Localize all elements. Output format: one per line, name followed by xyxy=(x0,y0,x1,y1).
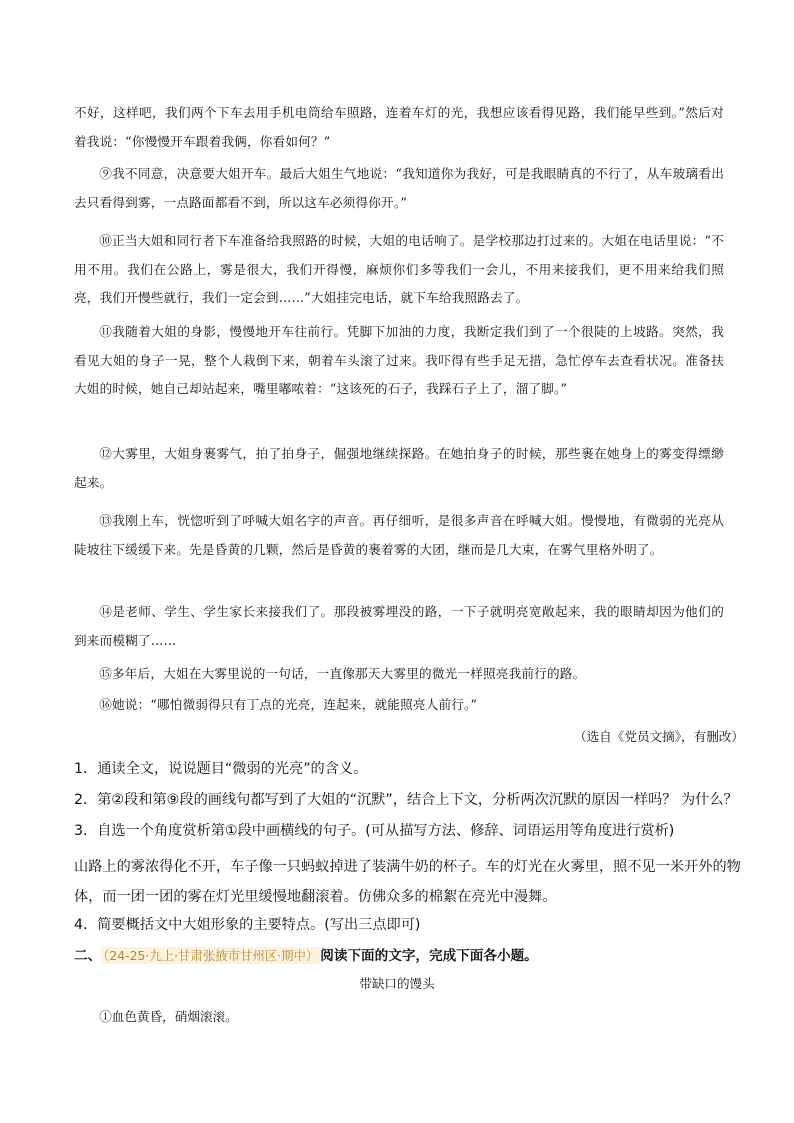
story-paragraph: 不好，这样吧，我们两个下车去用手机电筒给车照路，连着车灯的光，我想应该看得见路，我们能早些到。”然后对着我说：“你慢慢开车跟着我俩，你看如何？” xyxy=(74,105,724,149)
story-paragraph: ⑫大雾里，大姐身裹雾气，拍了拍身子，倔强地继续探路。在她拍身子的时候，那些裹在她身上的雾变得缥缈起来。 xyxy=(74,446,724,490)
source-citation: （选自《党员文摘》，有删改） xyxy=(573,729,744,744)
question-item: 1．通读全文，说说题目“微弱的光亮”的含义。 xyxy=(74,761,368,777)
question-item: 4．简要概括文中大姐形象的主要特点。(写出三点即可) xyxy=(74,917,421,933)
section-instruction: 阅读下面的文字，完成下面各小题。 xyxy=(320,948,538,964)
section-number: 二、 xyxy=(74,948,102,964)
story-paragraph: ⑮多年后，大姐在大雾里说的一句话，一直像那天大雾里的微光一样照亮我前行的路。 xyxy=(99,666,586,681)
story-paragraph: ⑬我刚上车，恍惚听到了呼喊大姐名字的声音。再仔细听，是很多声音在呼喊大姐。慢慢地，有微弱的光亮从陡坡往下缓缓下来。先是昏黄的几颗，然后是昏黄的裹着雾的大团，继而是几大束，在雾气里格外明了。 xyxy=(74,513,724,557)
question-item: 3．自选一个角度赏析第①段中画横线的句子。(可从描写方法、修辞、词语运用等角度进行赏析) xyxy=(74,823,675,839)
story-paragraph: ⑩正当大姐和同行者下车准备给我照路的时候，大姐的电话响了。是学校那边打过来的。大姐在电话里说：“不用不用。我们在公路上，雾是很大，我们开得慢，麻烦你们多等我们一会儿，不用来接我们，更不用来给我们照亮，我们开慢些就行，我们一定会到……”大姐挂完电话，就下车给我照路去了。 xyxy=(74,233,724,305)
passage-title: 带缺口的馒头 xyxy=(359,976,435,991)
story-paragraph: ⑯她说：“哪怕微弱得只有丁点的光亮，连起来，就能照亮人前行。” xyxy=(99,697,478,712)
story-paragraph: ⑭是老师、学生、学生家长来接我们了。那段被雾埋没的路，一下子就明亮宽敞起来，我的眼睛却因为他们的到来而模糊了…… xyxy=(74,604,724,648)
story-paragraph: ⑨我不同意，决意要大姐开车。最后大姐生气地说：“我知道你为我好，可是我眼睛真的不行了，从车玻璃看出去只看得到雾，一点路面都看不到，所以这车必须得你开。” xyxy=(74,166,724,210)
section-two-heading xyxy=(74,945,538,967)
story-paragraph: ⑪我随着大姐的身影，慢慢地开车往前行。凭脚下加油的力度，我断定我们到了一个很陡的上坡路。突然，我看见大姐的身子一晃，整个人栽倒下来，朝着车头滚了过来。我吓得有些手足无措，急忙停车去查看状况。准备扶大姐的时候，她自己却站起来，嘴里嘟哝着：“这该死的石子，我踩石子上了，溜了脚。” xyxy=(74,324,724,396)
source-tag: （24-25·九上·甘肃张掖市甘州区·期中） xyxy=(103,948,319,963)
story-paragraph: ①血色黄昏，硝烟滚滚。 xyxy=(99,1009,238,1024)
quoted-sentence: 山路上的雾浓得化不开，车子像一只蚂蚁掉进了装满牛奶的杯子。车的灯光在火雾里，照不见一米开外的物体，而一团一团的雾在灯光里缓慢地翻滚着。仿佛众多的棉絮在亮光中漫舞。 xyxy=(74,859,741,905)
question-item: 2．第②段和第⑨段的画线句都写到了大姐的“沉默”，结合上下文，分析两次沉默的原因一样吗？ 为什么？ xyxy=(74,792,738,808)
